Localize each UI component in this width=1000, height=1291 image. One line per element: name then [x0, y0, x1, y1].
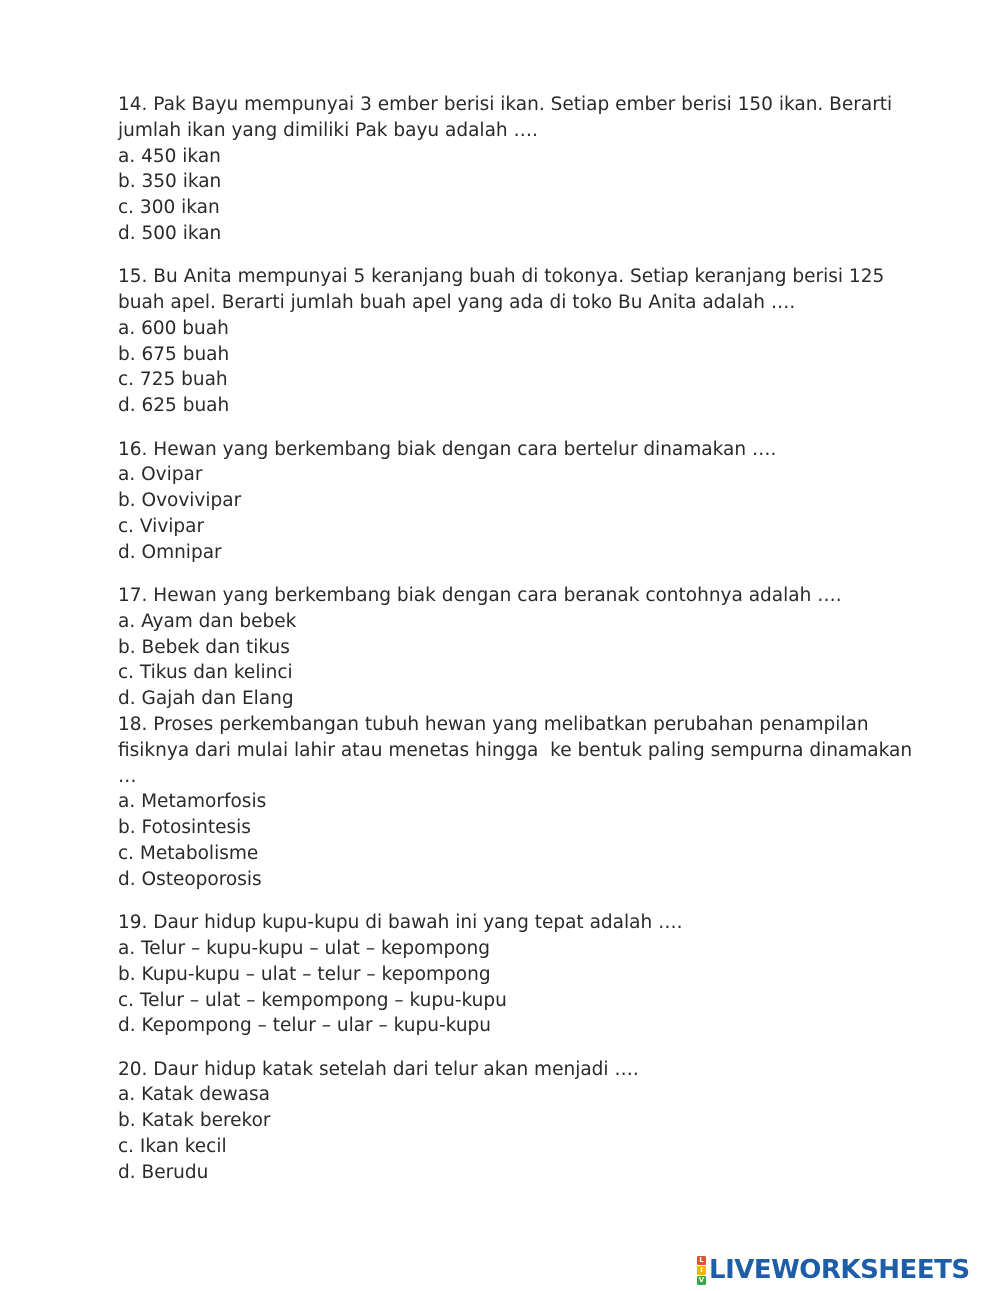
question-text-line: 14. Pak Bayu mempunyai 3 ember berisi ikan. Setiap ember berisi 150 ikan. Berarti	[118, 94, 893, 115]
question-20	[118, 1057, 918, 1186]
question-gap	[118, 419, 918, 437]
question-text-line: 17. Hewan yang berkembang biak dengan cara beranak contohnya adalah ….	[118, 585, 842, 607]
question-16	[118, 437, 918, 566]
question-text-line: jumlah ikan yang dimiliki Pak bayu adalah ….	[118, 119, 538, 141]
worksheet-page	[118, 92, 918, 1186]
question-14	[118, 92, 918, 247]
option-d[interactable]: d. Osteoporosis	[118, 868, 262, 890]
question-text-line: 16. Hewan yang berkembang biak dengan cara bertelur dinamakan ….	[118, 438, 777, 460]
option-a[interactable]: a. 450 ikan	[118, 145, 221, 167]
question-gap	[118, 1039, 918, 1057]
option-b[interactable]: b. 350 ikan	[118, 171, 222, 193]
option-c[interactable]: c. Metabolisme	[118, 843, 259, 865]
option-c[interactable]: c. 725 buah	[118, 369, 228, 391]
question-text-line: 19. Daur hidup kupu-kupu di bawah ini yang tepat adalah ….	[118, 912, 683, 934]
option-a[interactable]: a. Metamorfosis	[118, 791, 267, 813]
option-a[interactable]: a. 600 buah	[118, 317, 229, 339]
option-b[interactable]: b. Fotosintesis	[118, 817, 251, 839]
option-d[interactable]: d. Gajah dan Elang	[118, 688, 294, 710]
logo-cube: I	[697, 1266, 706, 1275]
option-d[interactable]: d. Omnipar	[118, 541, 222, 563]
option-b[interactable]: b. Katak berekor	[118, 1110, 271, 1132]
option-d[interactable]: d. 625 buah	[118, 395, 230, 417]
logo-text: LIVEWORKSHEETS	[709, 1255, 970, 1285]
option-c[interactable]: c. Vivipar	[118, 515, 205, 537]
question-text-line: fisiknya dari mulai lahir atau menetas hingga ke bentuk paling sempurna dinamakan …	[118, 739, 918, 787]
option-c[interactable]: c. Ikan kecil	[118, 1135, 227, 1157]
question-text-line: 20. Daur hidup katak setelah dari telur akan menjadi ….	[118, 1058, 639, 1080]
option-a[interactable]: a. Katak dewasa	[118, 1084, 270, 1106]
option-c[interactable]: c. Telur – ulat – kempompong – kupu-kupu	[118, 989, 507, 1011]
logo-cube: L	[697, 1256, 706, 1265]
option-d[interactable]: d. 500 ikan	[118, 222, 222, 244]
question-text-line: 15. Bu Anita mempunyai 5 keranjang buah di tokonya. Setiap keranjang berisi 125	[118, 266, 885, 288]
option-c[interactable]: c. 300 ikan	[118, 197, 220, 219]
option-a[interactable]: a. Telur – kupu-kupu – ulat – kepompong	[118, 937, 490, 959]
option-b[interactable]: b. Kupu-kupu – ulat – telur – kepompong	[118, 963, 491, 985]
option-d[interactable]: d. Berudu	[118, 1161, 209, 1183]
option-a[interactable]: a. Ovipar	[118, 464, 203, 486]
liveworksheets-logo[interactable]	[697, 1255, 970, 1285]
question-15	[118, 264, 918, 419]
question-text-line: buah apel. Berarti jumlah buah apel yang ada di toko Bu Anita adalah ….	[118, 292, 796, 314]
question-gap	[118, 247, 918, 265]
question-19	[118, 910, 918, 1039]
question-text-line: 18. Proses perkembangan tubuh hewan yang melibatkan perubahan penampilan	[118, 714, 869, 736]
option-c[interactable]: c. Tikus dan kelinci	[118, 662, 293, 684]
question-17	[118, 583, 918, 712]
logo-cubes-icon	[697, 1256, 706, 1285]
logo-cube: V	[698, 1275, 705, 1284]
option-a[interactable]: a. Ayam dan bebek	[118, 610, 297, 632]
option-b[interactable]: b. Bebek dan tikus	[118, 636, 290, 658]
option-b[interactable]: b. 675 buah	[118, 343, 230, 365]
question-18	[118, 712, 918, 893]
option-d[interactable]: d. Kepompong – telur – ular – kupu-kupu	[118, 1015, 492, 1037]
question-gap	[118, 893, 918, 911]
question-gap	[118, 566, 918, 584]
option-b[interactable]: b. Ovovivipar	[118, 490, 242, 512]
